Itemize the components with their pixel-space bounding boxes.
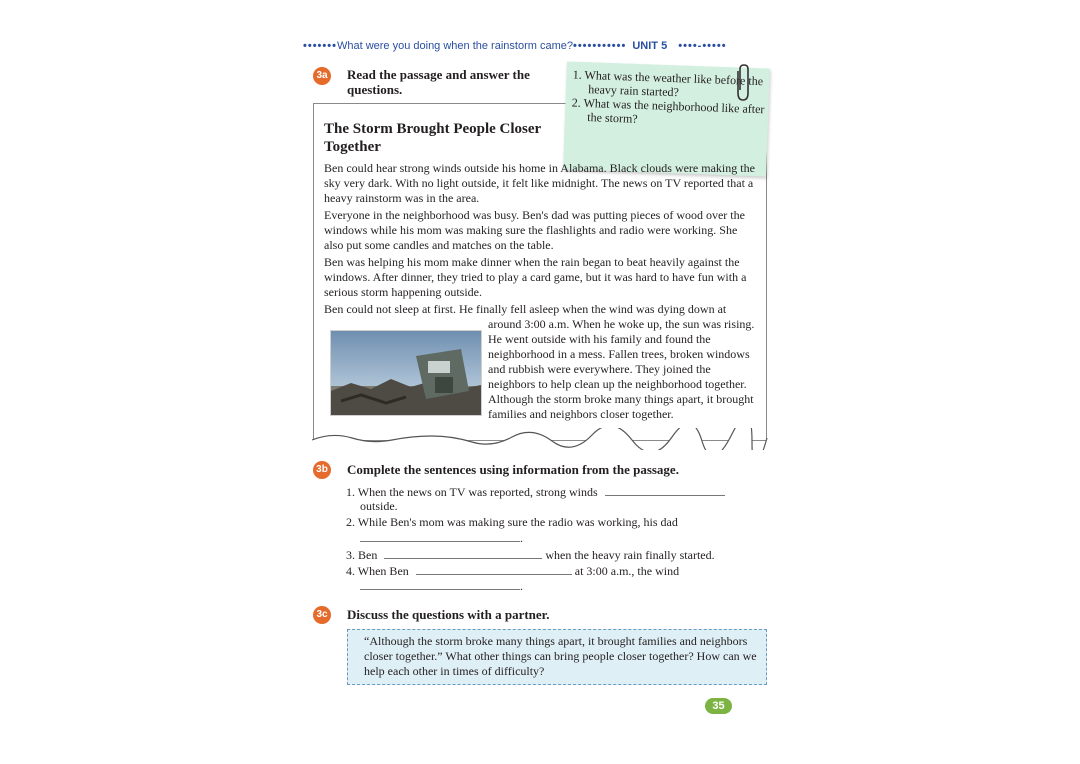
sentence-2-line — [360, 530, 780, 546]
sentence-2-period: . — [520, 531, 523, 545]
sentence-4-start: 4. When Ben — [346, 564, 409, 578]
sentence-4-line — [360, 578, 780, 594]
passage-paragraph-5: around 3:00 a.m. When he woke up, the sun was rising. He went outside with his family and found the neighborhood in a mess. Fallen trees, broken windows and rubbish were everywhere. They joined the neighbors to help clean up the neighborhood together. Although the storm broke many things apart, it brought families and neighbors closer together. — [488, 317, 755, 421]
answer-blank-4[interactable] — [416, 563, 572, 575]
storm-damage-photo — [330, 330, 482, 416]
badge-3b: 3b — [313, 461, 331, 479]
instruction-3b: Complete the sentences using information from the passage. — [347, 462, 679, 477]
sentence-3-end: when the heavy rain finally started. — [545, 548, 715, 562]
passage-paragraph-4: Ben could not sleep at first. He finally fell asleep when the wind was dying down at — [324, 302, 727, 316]
header-dots-mid: ••••••••••• — [572, 40, 627, 52]
badge-3a: 3a — [313, 67, 331, 85]
passage-title: The Storm Brought People Closer Together — [324, 121, 541, 155]
torn-edge-decoration — [312, 428, 772, 450]
sentence-4-end: at 3:00 a.m., the wind — [574, 564, 680, 578]
sentence-3-start: 3. Ben — [346, 548, 378, 562]
header-dots-right: ••••-••••• — [678, 40, 727, 52]
instruction-3c: Discuss the questions with a partner. — [347, 607, 550, 622]
sentence-1 — [346, 484, 766, 500]
unit-label: UNIT 5 — [632, 40, 668, 52]
sentence-4 — [346, 563, 766, 579]
header-question: What were you doing when the rainstorm came? — [336, 40, 573, 52]
discussion-text: “Although the storm broke many things apart, it brought families and neighbors closer together.” What other things can bring people closer together? How can we help each other in times of difficulty? — [364, 634, 757, 678]
sentence-4-period: . — [520, 579, 523, 593]
note-question-1: 1. What was the weather like before the heavy rain started? — [572, 67, 764, 100]
answer-blank-1[interactable] — [605, 484, 725, 496]
page-number: 35 — [705, 698, 732, 714]
header-dots-left: ••••••• — [303, 40, 337, 52]
sentence-2: 2. While Ben's mom was making sure the radio was working, his dad — [346, 515, 678, 529]
answer-blank-2[interactable] — [360, 530, 520, 542]
passage-paragraph-1: Ben could hear strong winds outside his home in Alabama. Black clouds were making the sky very dark. With no light outside, it felt like midnight. The news on TV reported that a heavy rainstorm was in the area. — [324, 161, 755, 205]
page-header — [303, 40, 803, 56]
sentence-3 — [346, 547, 766, 563]
badge-3c: 3c — [313, 606, 331, 624]
passage-paragraph-3: Ben was helping his mom make dinner when the rain began to beat heavily against the windows. After dinner, they tried to play a card game, but it was hard to have fun with a serious storm happening outside. — [324, 255, 747, 299]
sentence-1-start: 1. When the news on TV was reported, strong winds — [346, 485, 598, 499]
paperclip-icon — [733, 63, 751, 103]
note-question-2: 2. What was the neighborhood like after the storm? — [571, 95, 765, 126]
answer-blank-5[interactable] — [360, 578, 520, 590]
sentence-1-end: outside. — [360, 499, 398, 513]
instruction-3a: Read the passage and answer the questions. — [347, 67, 530, 97]
answer-blank-3[interactable] — [384, 547, 542, 559]
passage-paragraph-2: Everyone in the neighborhood was busy. Ben's dad was putting pieces of wood over the windows while his mom was making sure the flashlights and radio were working. She also put some candles and matches on the table. — [324, 208, 745, 252]
